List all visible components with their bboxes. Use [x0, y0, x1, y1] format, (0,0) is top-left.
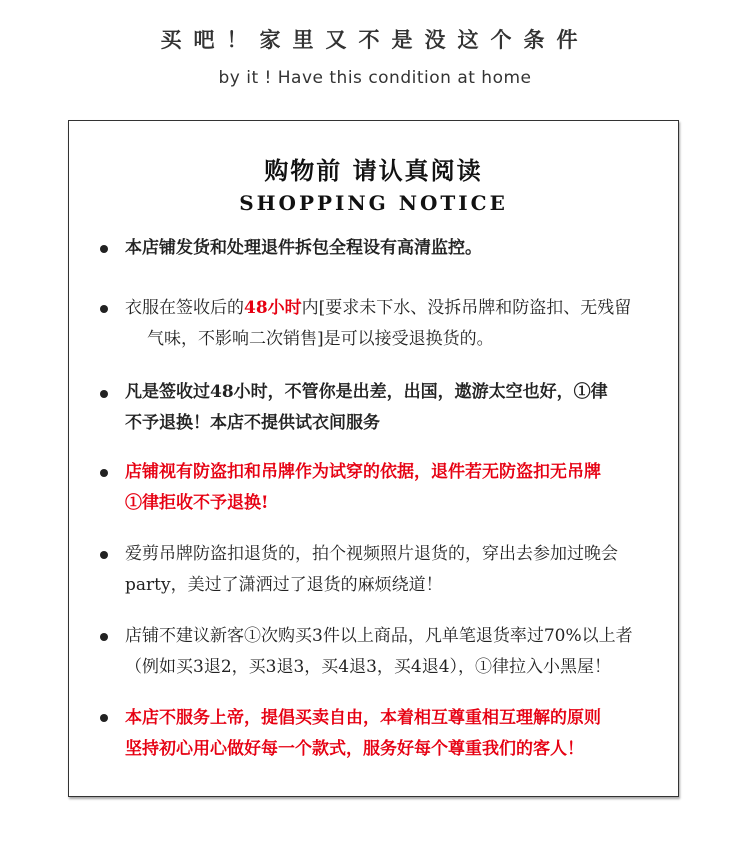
notice-item-text: 本店铺发货和处理退件拆包全程设有高清监控。 [125, 238, 482, 258]
notice-item-text-line: ①律拒收不予退换! [125, 493, 269, 513]
notice-item-text [125, 539, 655, 601]
notice-title-cn: 购物前 请认真阅读 [264, 156, 483, 185]
notice-item-text-part: 内[要求未下水、没拆吊牌和防盗扣、无残留 [301, 298, 632, 318]
notice-item-text-line: 店铺视有防盗扣和吊牌作为试穿的依据，退件若无防盗扣无吊牌 [125, 462, 601, 482]
bullet-icon [100, 245, 108, 253]
notice-item-text-line: 凡是签收过48小时，不管你是出差，出国，遨游太空也好，①律 [125, 382, 608, 402]
notice-item-text-line: party，美过了潇洒过了退货的麻烦绕道！ [125, 575, 443, 595]
notice-item-text-part: 气味，不影响二次销售]是可以接受退换货的。 [147, 329, 494, 349]
notice-item-text [125, 703, 655, 765]
notice-item-text-line: 店铺不建议新客①次购买3件以上商品，凡单笔退货率过70%以上者 [125, 626, 633, 646]
page-subtitle: by it ! Have this condition at home [218, 68, 532, 88]
shopping-notice-box [68, 120, 679, 797]
notice-item-text-line: 本店不服务上帝，提倡买卖自由，本着相互尊重相互理解的原则 [125, 708, 601, 728]
bullet-icon [100, 633, 108, 641]
notice-item-text-line: 不予退换！本店不提供试衣间服务 [125, 413, 380, 433]
notice-title-en: SHOPPING NOTICE [239, 191, 508, 215]
notice-item-text [125, 621, 655, 683]
notice-item-text-line: 坚持初心用心做好每一个款式，服务好每个尊重我们的客人！ [125, 739, 584, 759]
bullet-icon [100, 390, 108, 398]
notice-item-text-line: 爱剪吊牌防盗扣退货的，拍个视频照片退货的，穿出去参加过晚会 [125, 544, 618, 564]
bullet-icon [100, 714, 108, 722]
notice-item-text [125, 377, 655, 439]
notice-item-text-line: （例如买3退2，买3退3，买4退3，买4退4），①律拉入小黑屋！ [125, 657, 612, 677]
notice-item-highlight: 48小时 [244, 298, 302, 318]
page-title: 买吧！家里又不是没这个条件 [160, 28, 590, 52]
notice-item-text-part: 衣服在签收后的 [125, 298, 244, 318]
notice-item-text [125, 457, 655, 519]
notice-item-text [125, 293, 655, 355]
bullet-icon [100, 469, 108, 477]
bullet-icon [100, 551, 108, 559]
bullet-icon [100, 305, 108, 313]
